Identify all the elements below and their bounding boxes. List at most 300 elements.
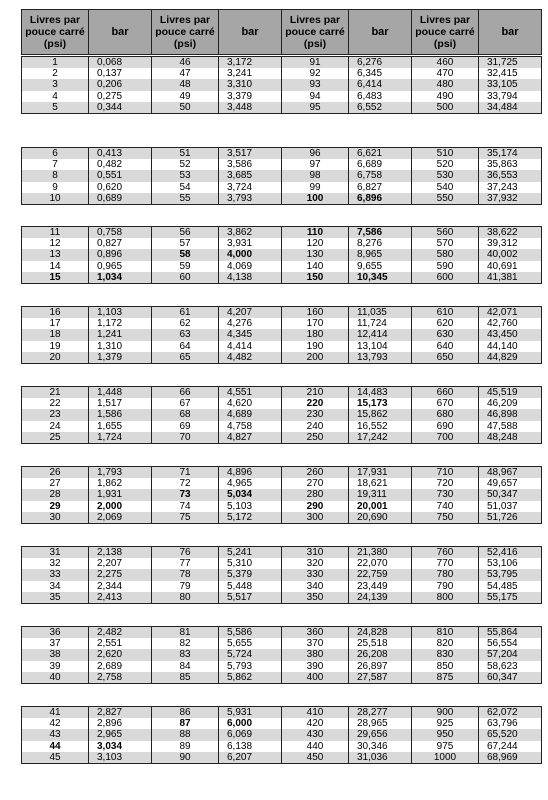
psi-value: 230 [282,409,349,420]
table-row [412,718,541,729]
header-bar: bar [219,9,282,55]
bar-value: 60,347 [479,672,541,683]
psi-value: 43 [22,729,89,740]
psi-value: 10 [22,193,89,204]
psi-value: 400 [282,672,349,683]
bar-value: 44,140 [487,340,518,352]
bar-value: 6,138 [227,740,253,752]
row-group [281,546,412,604]
table-row [282,57,411,68]
row-group [281,466,412,524]
psi-value: 81 [152,627,219,638]
bar-value: 1,241 [89,329,151,340]
psi-value: 39 [22,661,89,672]
bar-value: 58,623 [487,660,518,672]
row-group [151,546,282,604]
row-group [21,226,152,284]
header-psi: Livres par pouce carré (psi) [21,9,89,55]
row-group [411,466,542,524]
table-row [22,627,151,638]
table-row [412,91,541,102]
psi-value: 70 [152,432,219,443]
table-row [22,467,151,478]
header-psi: Livres par pouce carré (psi) [411,9,479,55]
row-group [281,226,412,284]
psi-value: 86 [152,707,219,718]
psi-value: 2 [22,68,89,79]
table-row [282,558,411,569]
row-group [151,706,282,764]
psi-value: 27 [22,478,89,489]
bar-value: 4,069 [227,260,253,272]
row-group [151,626,282,684]
bar-value: 0,620 [97,181,123,193]
psi-value: 63 [152,329,219,340]
bar-value: 4,827 [219,432,281,443]
bar-value: 9,655 [357,260,383,272]
psi-value: 430 [282,729,349,740]
bar-value: 1,034 [89,272,151,283]
bar-value: 1,172 [97,318,123,330]
bar-value: 0,896 [89,249,151,260]
psi-value: 60 [152,272,219,283]
header-psi: Livres par pouce carré (psi) [281,9,349,55]
psi-value: 14 [22,261,89,272]
bar-value: 5,931 [219,707,281,718]
psi-value: 470 [412,68,479,79]
psi-value: 65 [152,352,219,363]
table-row [152,467,281,478]
table-row [412,387,541,398]
bar-value: 6,621 [349,148,411,159]
table-row [412,238,541,249]
bar-value: 28,277 [349,707,411,718]
psi-value: 320 [282,558,349,569]
table-row [22,547,151,558]
bar-value: 5,034 [219,489,281,500]
table-row [412,352,541,363]
bar-value: 0,965 [97,260,123,272]
psi-value: 99 [282,182,349,193]
bar-value: 4,345 [219,329,281,340]
bar-value: 45,519 [479,387,541,398]
psi-value: 120 [282,238,349,249]
bar-value: 46,209 [487,398,518,410]
bar-value: 5,379 [219,569,281,580]
bar-value: 4,620 [227,398,253,410]
bar-value: 56,554 [487,638,518,650]
table-row [412,409,541,420]
psi-value: 590 [412,261,479,272]
psi-value: 370 [282,638,349,649]
table-row [282,581,411,592]
psi-value: 92 [282,68,349,79]
psi-value: 73 [152,489,219,500]
psi-value: 77 [152,558,219,569]
bar-value: 5,103 [227,500,253,512]
table-row [22,741,151,752]
row-group [411,56,542,114]
psi-value: 900 [412,707,479,718]
bar-value: 8,276 [357,238,383,250]
table-row [22,329,151,340]
bar-value: 46,898 [479,409,541,420]
header-bar: bar [89,9,152,55]
bar-value: 2,827 [89,707,151,718]
table-row [282,627,411,638]
table-row [22,148,151,159]
bar-value: 3,241 [227,68,253,80]
psi-value: 61 [152,307,219,318]
table-row [152,261,281,272]
psi-value: 600 [412,272,479,283]
table-row [412,159,541,170]
bar-value: 6,207 [219,752,281,763]
bar-value: 5,310 [227,558,253,570]
table-row [22,569,151,580]
psi-value: 190 [282,341,349,352]
table-row [282,638,411,649]
psi-value: 31 [22,547,89,558]
psi-value: 630 [412,329,479,340]
psi-value: 18 [22,329,89,340]
table-row [22,489,151,500]
table-row [412,182,541,193]
bar-value: 47,588 [487,420,518,432]
table-row [22,421,151,432]
psi-value: 69 [152,421,219,432]
bar-value: 3,103 [89,752,151,763]
bar-value: 0,551 [89,170,151,181]
table-row [282,432,411,443]
table-row [22,672,151,683]
table-row [412,489,541,500]
bar-value: 2,344 [97,580,123,592]
psi-value: 140 [282,261,349,272]
bar-value: 6,414 [349,79,411,90]
table-row [22,91,151,102]
header-psi: Livres par pouce carré (psi) [151,9,219,55]
bar-value: 13,104 [357,340,388,352]
bar-value: 48,248 [479,432,541,443]
psi-value: 390 [282,661,349,672]
table-row [22,318,151,329]
table-row [412,170,541,181]
bar-value: 3,448 [219,102,281,113]
table-row [412,341,541,352]
row-group [281,56,412,114]
psi-value: 660 [412,387,479,398]
psi-value: 250 [282,432,349,443]
table-row [412,558,541,569]
table-row [282,352,411,363]
row-group [411,706,542,764]
bar-value: 35,863 [487,159,518,171]
bar-value: 13,793 [349,352,411,363]
table-row [282,261,411,272]
table-row [282,569,411,580]
table-row [22,182,151,193]
bar-value: 40,002 [479,249,541,260]
psi-value: 220 [282,398,349,409]
psi-value: 89 [152,741,219,752]
row-group [21,546,152,604]
bar-value: 3,517 [219,148,281,159]
table-row [282,387,411,398]
table-row [282,318,411,329]
table-row [152,318,281,329]
table-row [412,729,541,740]
table-row [412,478,541,489]
psi-value: 66 [152,387,219,398]
psi-value: 91 [282,57,349,68]
bar-value: 3,379 [227,90,253,102]
table-row [282,729,411,740]
table-row [152,68,281,79]
psi-value: 38 [22,649,89,660]
psi-value: 680 [412,409,479,420]
psi-value: 48 [152,79,219,90]
bar-value: 63,796 [487,718,518,730]
bar-value: 1,310 [97,340,123,352]
bar-value: 34,484 [479,102,541,113]
psi-value: 75 [152,512,219,523]
bar-value: 39,312 [487,238,518,250]
bar-value: 1,724 [89,432,151,443]
psi-value: 620 [412,318,479,329]
bar-value: 24,828 [349,627,411,638]
table-row [152,569,281,580]
bar-value: 5,655 [227,638,253,650]
table-row [282,193,411,204]
table-row [152,489,281,500]
table-row [22,238,151,249]
bar-value: 1,793 [89,467,151,478]
bar-value: 42,071 [479,307,541,318]
psi-value: 6 [22,148,89,159]
bar-value: 20,001 [357,500,388,512]
table-row [412,672,541,683]
bar-value: 24,139 [349,592,411,603]
table-row [152,592,281,603]
row-group [411,147,542,205]
table-row [152,501,281,512]
table-row [152,79,281,90]
psi-value: 95 [282,102,349,113]
bar-value: 42,760 [487,318,518,330]
psi-value: 810 [412,627,479,638]
table-row [22,68,151,79]
bar-value: 15,173 [357,398,388,410]
psi-value: 800 [412,592,479,603]
psi-value: 78 [152,569,219,580]
table-row [412,68,541,79]
table-row [152,341,281,352]
psi-value: 100 [282,193,349,204]
bar-value: 1,931 [89,489,151,500]
bar-value: 0,344 [89,102,151,113]
psi-value: 550 [412,193,479,204]
bar-value: 3,172 [219,57,281,68]
psi-value: 130 [282,249,349,260]
psi-value: 56 [152,227,219,238]
psi-value: 240 [282,421,349,432]
row-group [411,306,542,364]
bar-value: 31,036 [349,752,411,763]
bar-value: 0,482 [97,159,123,171]
bar-value: 68,969 [479,752,541,763]
psi-value: 760 [412,547,479,558]
bar-value: 5,862 [219,672,281,683]
psi-value: 1000 [412,752,479,763]
bar-value: 37,932 [479,193,541,204]
table-row [412,227,541,238]
bar-value: 1,517 [97,398,123,410]
bar-value: 2,413 [89,592,151,603]
psi-value: 975 [412,741,479,752]
psi-value: 160 [282,307,349,318]
table-row [152,478,281,489]
bar-value: 31,725 [479,57,541,68]
table-row [22,409,151,420]
table-row [22,512,151,523]
bar-value: 0,068 [89,57,151,68]
bar-value: 38,622 [479,227,541,238]
bar-value: 2,069 [89,512,151,523]
bar-value: 1,586 [89,409,151,420]
table-row [152,307,281,318]
psi-value: 750 [412,512,479,523]
table-row [412,261,541,272]
bar-value: 44,829 [479,352,541,363]
bar-value: 4,000 [219,249,281,260]
bar-value: 0,275 [97,90,123,102]
table-row [282,182,411,193]
row-group [281,626,412,684]
bar-value: 48,967 [479,467,541,478]
bar-value: 6,276 [349,57,411,68]
bar-value: 4,896 [219,467,281,478]
psi-value: 200 [282,352,349,363]
bar-value: 2,000 [97,500,123,512]
table-row [282,159,411,170]
table-row [152,102,281,113]
bar-value: 2,620 [89,649,151,660]
psi-value: 380 [282,649,349,660]
bar-value: 67,244 [487,740,518,752]
psi-value: 1 [22,57,89,68]
table-row [282,91,411,102]
bar-value: 0,137 [97,68,123,80]
table-row [152,547,281,558]
psi-value: 28 [22,489,89,500]
table-row [152,661,281,672]
bar-value: 5,448 [227,580,253,592]
table-row [22,718,151,729]
table-row [152,148,281,159]
table-row [412,707,541,718]
bar-value: 1,103 [89,307,151,318]
psi-value: 560 [412,227,479,238]
bar-value: 5,517 [219,592,281,603]
bar-value: 19,311 [349,489,411,500]
table-row [412,512,541,523]
table-row [282,79,411,90]
bar-value: 65,520 [479,729,541,740]
psi-value: 19 [22,341,89,352]
psi-value: 640 [412,341,479,352]
bar-value: 0,206 [89,79,151,90]
psi-value: 500 [412,102,479,113]
table-row [412,102,541,113]
psi-value: 8 [22,170,89,181]
psi-value: 110 [282,227,349,238]
table-row [152,238,281,249]
bar-value: 2,482 [89,627,151,638]
table-row [22,729,151,740]
psi-value: 53 [152,170,219,181]
psi-value: 42 [22,718,89,729]
bar-value: 41,381 [479,272,541,283]
table-row [22,432,151,443]
psi-value: 170 [282,318,349,329]
psi-value: 270 [282,478,349,489]
psi-value: 490 [412,91,479,102]
bar-value: 4,414 [227,340,253,352]
table-row [152,227,281,238]
psi-value: 290 [282,501,349,512]
table-row [152,432,281,443]
psi-value: 360 [282,627,349,638]
psi-value: 46 [152,57,219,68]
psi-value: 520 [412,159,479,170]
bar-value: 0,413 [89,148,151,159]
table-row [282,249,411,260]
bar-value: 6,483 [357,90,383,102]
table-row [412,638,541,649]
psi-value: 62 [152,318,219,329]
psi-value: 16 [22,307,89,318]
psi-value: 47 [152,68,219,79]
table-row [22,558,151,569]
psi-value: 650 [412,352,479,363]
row-group [151,386,282,444]
bar-value: 11,724 [357,318,387,330]
psi-value: 280 [282,489,349,500]
row-group [21,306,152,364]
bar-value: 6,896 [349,193,411,204]
psi-value: 98 [282,170,349,181]
bar-value: 17,242 [349,432,411,443]
psi-value: 50 [152,102,219,113]
bar-value: 49,657 [487,478,518,490]
psi-value: 4 [22,91,89,102]
psi-value: 770 [412,558,479,569]
row-group [21,386,152,444]
row-group [21,56,152,114]
psi-value: 180 [282,329,349,340]
bar-value: 3,793 [219,193,281,204]
table-row [22,501,151,512]
table-row [22,661,151,672]
table-row [22,341,151,352]
psi-value: 72 [152,478,219,489]
table-row [152,672,281,683]
bar-value: 55,864 [479,627,541,638]
psi-value: 925 [412,718,479,729]
table-row [152,182,281,193]
psi-value: 530 [412,170,479,181]
